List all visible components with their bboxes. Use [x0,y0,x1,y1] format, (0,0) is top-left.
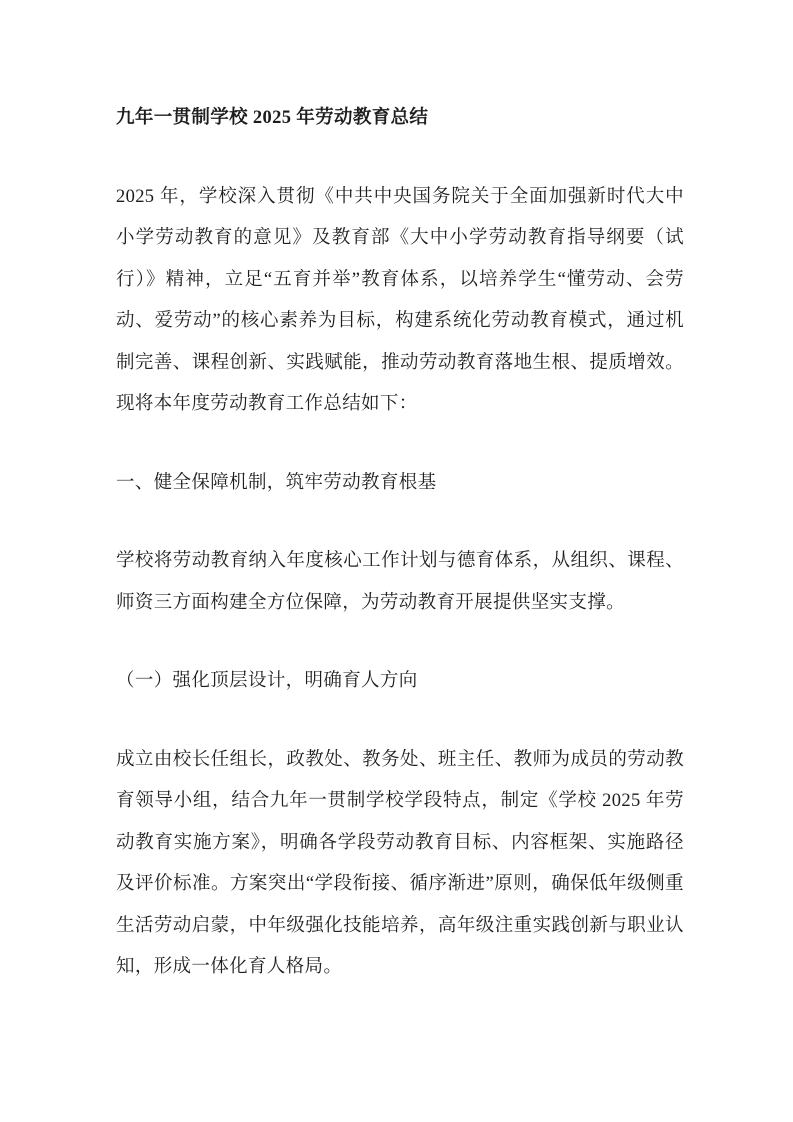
paragraph-section-one-intro: 学校将劳动教育纳入年度核心工作计划与德育体系，从组织、课程、师资三方面构建全方位保障，为劳动教育开展提供坚实支撑。 [116,551,684,613]
heading-subsection-one-one: （一）强化顶层设计，明确育人方向 [116,671,418,691]
document-title: 九年一贯制学校 2025 年劳动教育总结 [116,108,429,128]
paragraph-subsection-one-one-body: 成立由校长任组长，政教处、教务处、班主任、教师为成员的劳动教育领导小组，结合九年一贯制学校学段特点，制定《学校 2025 年劳动教育实施方案》，明确各学段劳动教育目标、内容框架、实施路径及评价标准。方案突出“学段衔接、循序渐进”原则，确保低年级侧重生活劳动启蒙，中年级强化技能培养，高年级注重实践创新与职业认知，形成一体化育人格局。 [116,749,684,977]
heading-section-one: 一、健全保障机制，筑牢劳动教育根基 [116,472,437,493]
document-body [116,98,684,989]
paragraph-overview: 2025 年，学校深入贯彻《中共中央国务院关于全面加强新时代大中小学劳动教育的意见》及教育部《大中小学劳动教育指导纲要（试行）》精神，立足“五育并举”教育体系，以培养学生“懂劳动、会劳动、爱劳动”的核心素养为目标，构建系统化劳动教育模式，通过机制完善、课程创新、实践赋能，推动劳动教育落地生根、提质增效。现将本年度劳动教育工作总结如下： [116,186,684,414]
document-content [116,177,684,989]
